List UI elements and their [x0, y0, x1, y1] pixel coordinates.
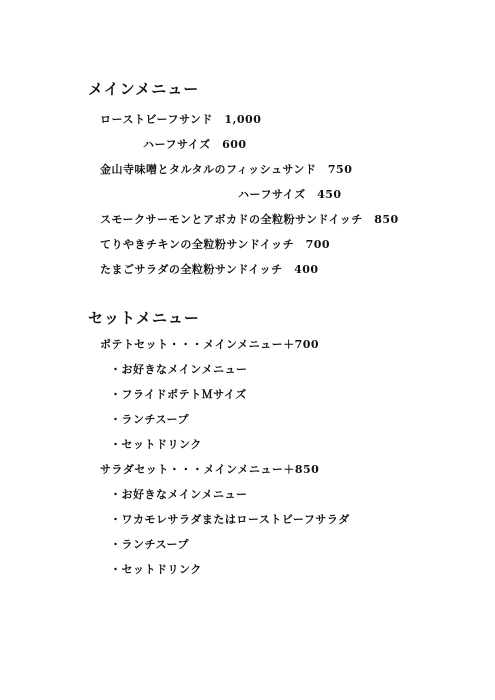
menu-item-teriyaki-chicken-sandwich: てりやきチキンの全粒粉サンドイッチ 700	[100, 238, 331, 251]
potato-set-header: ポテトセット・・・メインメニュー＋700	[100, 338, 320, 351]
menu-item-salmon-avocado-sandwich: スモークサーモンとアボカドの全粒粉サンドイッチ 850	[100, 213, 399, 226]
main-menu-title: メインメニュー	[88, 80, 200, 98]
menu-item-fish-half-size: ハーフサイズ 450	[238, 188, 342, 201]
salad-set-item: ・ランチスープ	[110, 538, 189, 551]
menu-item-roast-beef-sandwich: ローストビーフサンド 1,000	[100, 113, 262, 126]
salad-set-item: ・セットドリンク	[110, 563, 202, 576]
salad-set-header: サラダセット・・・メインメニュー＋850	[100, 463, 320, 476]
potato-set-item: ・ランチスープ	[110, 413, 189, 426]
menu-item-roast-beef-half-size: ハーフサイズ 600	[143, 138, 247, 151]
salad-set-item: ・お好きなメインメニュー	[110, 488, 248, 501]
menu-item-egg-salad-sandwich: たまごサラダの全粒粉サンドイッチ 400	[100, 263, 319, 276]
salad-set-item: ・ワカモレサラダまたはローストビーフサラダ	[110, 513, 350, 526]
potato-set-item: ・フライドポテトＭサイズ	[110, 388, 247, 401]
potato-set-item: ・お好きなメインメニュー	[110, 363, 248, 376]
potato-set-item: ・セットドリンク	[110, 438, 202, 451]
set-menu-title: セットメニュー	[88, 309, 200, 327]
menu-item-fish-sandwich: 金山寺味噌とタルタルのフィッシュサンド 750	[100, 163, 353, 176]
